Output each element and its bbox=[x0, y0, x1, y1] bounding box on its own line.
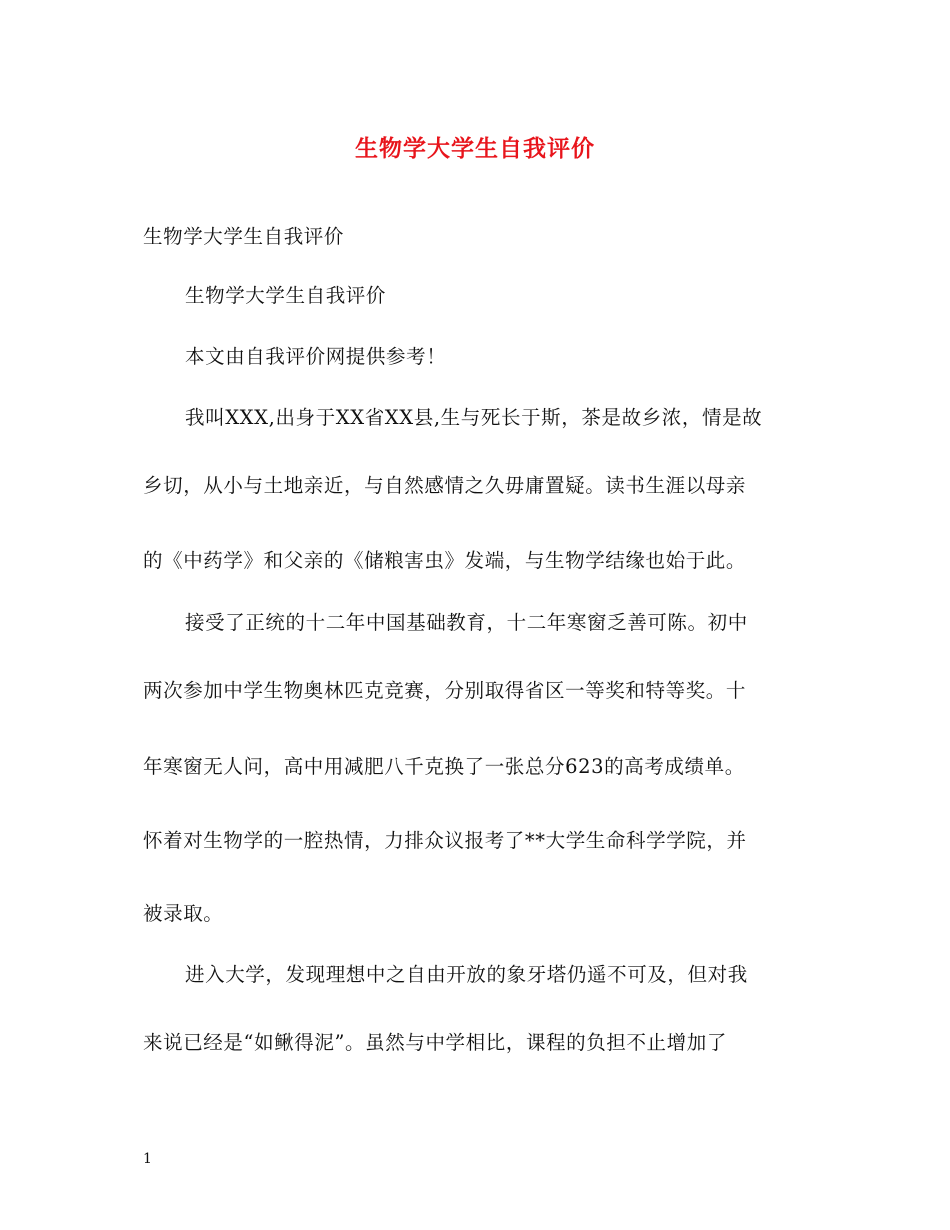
text-line: 的《中药学》和父亲的《储粮害虫》发端，与生物学结缘也始于此。 bbox=[143, 549, 747, 572]
text-line: 乡切，从小与土地亲近，与自然感情之久毋庸置疑。读书生涯以母亲 bbox=[143, 474, 747, 497]
text-line: 来说已经是“如鳅得泥”。虽然与中学相比，课程的负担不止增加了 bbox=[143, 1031, 727, 1054]
text-line: 进入大学，发现理想中之自由开放的象牙塔仍遥不可及，但对我 bbox=[185, 963, 748, 986]
text-line: 怀着对生物学的一腔热情，力排众议报考了**大学生命科学学院，并 bbox=[143, 829, 747, 852]
text-line: 生物学大学生自我评价 bbox=[185, 284, 387, 307]
document-title: 生物学大学生自我评价 bbox=[355, 135, 595, 162]
text-line: 生物学大学生自我评价 bbox=[143, 225, 345, 248]
text-line: 被录取。 bbox=[143, 902, 224, 925]
text-line: 我叫XXX,出身于XX省XX县,生与死长于斯，茶是故乡浓，情是故 bbox=[185, 406, 763, 429]
text-line: 本文由自我评价网提供参考！ bbox=[185, 345, 447, 368]
text-line: 接受了正统的十二年中国基础教育，十二年寒窗乏善可陈。初中 bbox=[185, 611, 748, 634]
text-line: 年寒窗无人问，高中用减肥八千克换了一张总分623的高考成绩单。 bbox=[143, 755, 745, 778]
page-number: 1 bbox=[143, 1151, 152, 1167]
text-line: 两次参加中学生物奥林匹克竞赛，分别取得省区一等奖和特等奖。十 bbox=[143, 679, 747, 702]
